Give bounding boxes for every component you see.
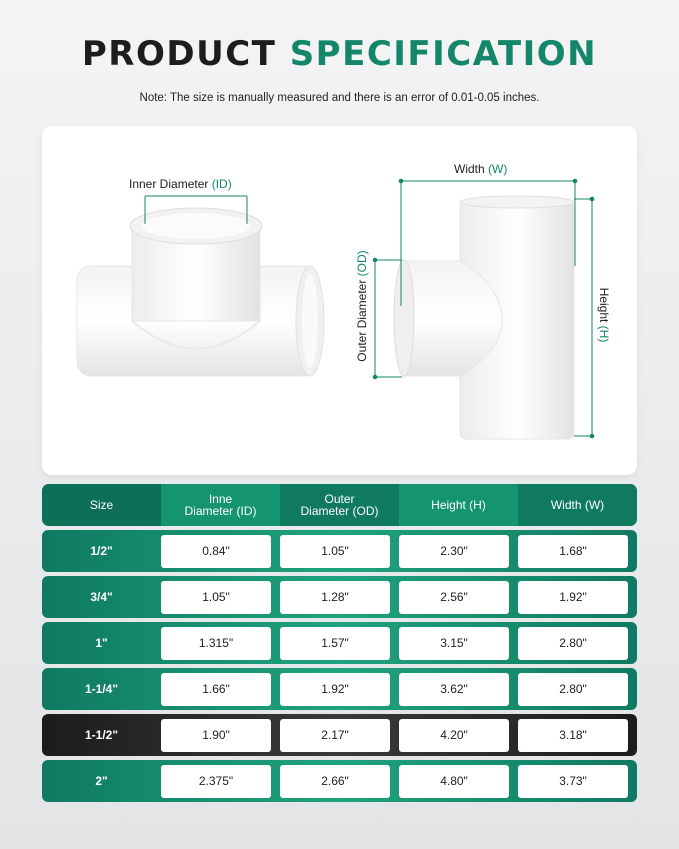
od-cell: 2.17" — [280, 719, 390, 752]
table-row — [42, 576, 637, 618]
width-label — [454, 162, 507, 176]
width-text: Width — [454, 162, 485, 176]
header-width: Width (W) — [518, 484, 637, 526]
width-cell: 1.68" — [518, 535, 628, 568]
tee-left-view — [77, 208, 324, 376]
page-title — [0, 34, 679, 74]
header-inner-diameter: Inne Diameter (ID) — [161, 484, 280, 526]
spec-table — [42, 484, 637, 802]
id-cell: 1.05" — [161, 581, 271, 614]
size-cell: 2" — [95, 774, 108, 788]
id-cell: 1.90" — [161, 719, 271, 752]
outer-diameter-label — [355, 250, 369, 361]
height-text: Height — [597, 287, 611, 323]
table-row — [42, 760, 637, 802]
diagram-panel — [42, 126, 637, 475]
size-cell: 1" — [95, 636, 108, 650]
title-specification: SPECIFICATION — [289, 34, 598, 74]
height-cell: 2.56" — [399, 581, 509, 614]
size-cell: 3/4" — [90, 590, 113, 604]
table-row — [42, 714, 637, 756]
header-height: Height (H) — [399, 484, 518, 526]
width-cell: 2.80" — [518, 673, 628, 706]
inner-diameter-text: Inner Diameter — [129, 177, 209, 191]
size-cell: 1/2" — [90, 544, 113, 558]
height-cell: 4.80" — [399, 765, 509, 798]
height-cell: 2.30" — [399, 535, 509, 568]
od-cell: 1.05" — [280, 535, 390, 568]
outer-diameter-abbr: (OD) — [355, 250, 369, 277]
od-cell: 2.66" — [280, 765, 390, 798]
height-label — [597, 288, 611, 343]
id-cell: 1.66" — [161, 673, 271, 706]
height-cell: 4.20" — [399, 719, 509, 752]
header-size: Size — [42, 484, 161, 526]
header-outer-diameter: Outer Diameter (OD) — [280, 484, 399, 526]
height-dimension — [574, 197, 594, 438]
inner-diameter-abbr: (ID) — [211, 177, 232, 191]
height-cell: 3.62" — [399, 673, 509, 706]
size-cell: 1-1/4" — [84, 682, 119, 696]
id-cell: 1.315" — [161, 627, 271, 660]
height-cell: 3.15" — [399, 627, 509, 660]
od-cell: 1.28" — [280, 581, 390, 614]
outer-diameter-text: Outer Diameter — [355, 279, 369, 362]
measurement-note: Note: The size is manually measured and there is an error of 0.01-0.05 inches. — [139, 92, 540, 104]
table-row — [42, 668, 637, 710]
table-row — [42, 530, 637, 572]
table-header — [42, 484, 637, 526]
od-cell: 1.57" — [280, 627, 390, 660]
width-cell: 1.92" — [518, 581, 628, 614]
id-cell: 2.375" — [161, 765, 271, 798]
tee-right-view — [394, 196, 574, 439]
size-cell: 1-1/2" — [84, 728, 119, 742]
width-cell: 2.80" — [518, 627, 628, 660]
inner-diameter-label — [129, 177, 232, 191]
width-cell: 3.18" — [518, 719, 628, 752]
height-abbr: (H) — [597, 325, 611, 343]
width-cell: 3.73" — [518, 765, 628, 798]
od-cell: 1.92" — [280, 673, 390, 706]
title-product: PRODUCT — [81, 34, 277, 74]
width-abbr: (W) — [488, 162, 508, 176]
table-row — [42, 622, 637, 664]
id-cell: 0.84" — [161, 535, 271, 568]
